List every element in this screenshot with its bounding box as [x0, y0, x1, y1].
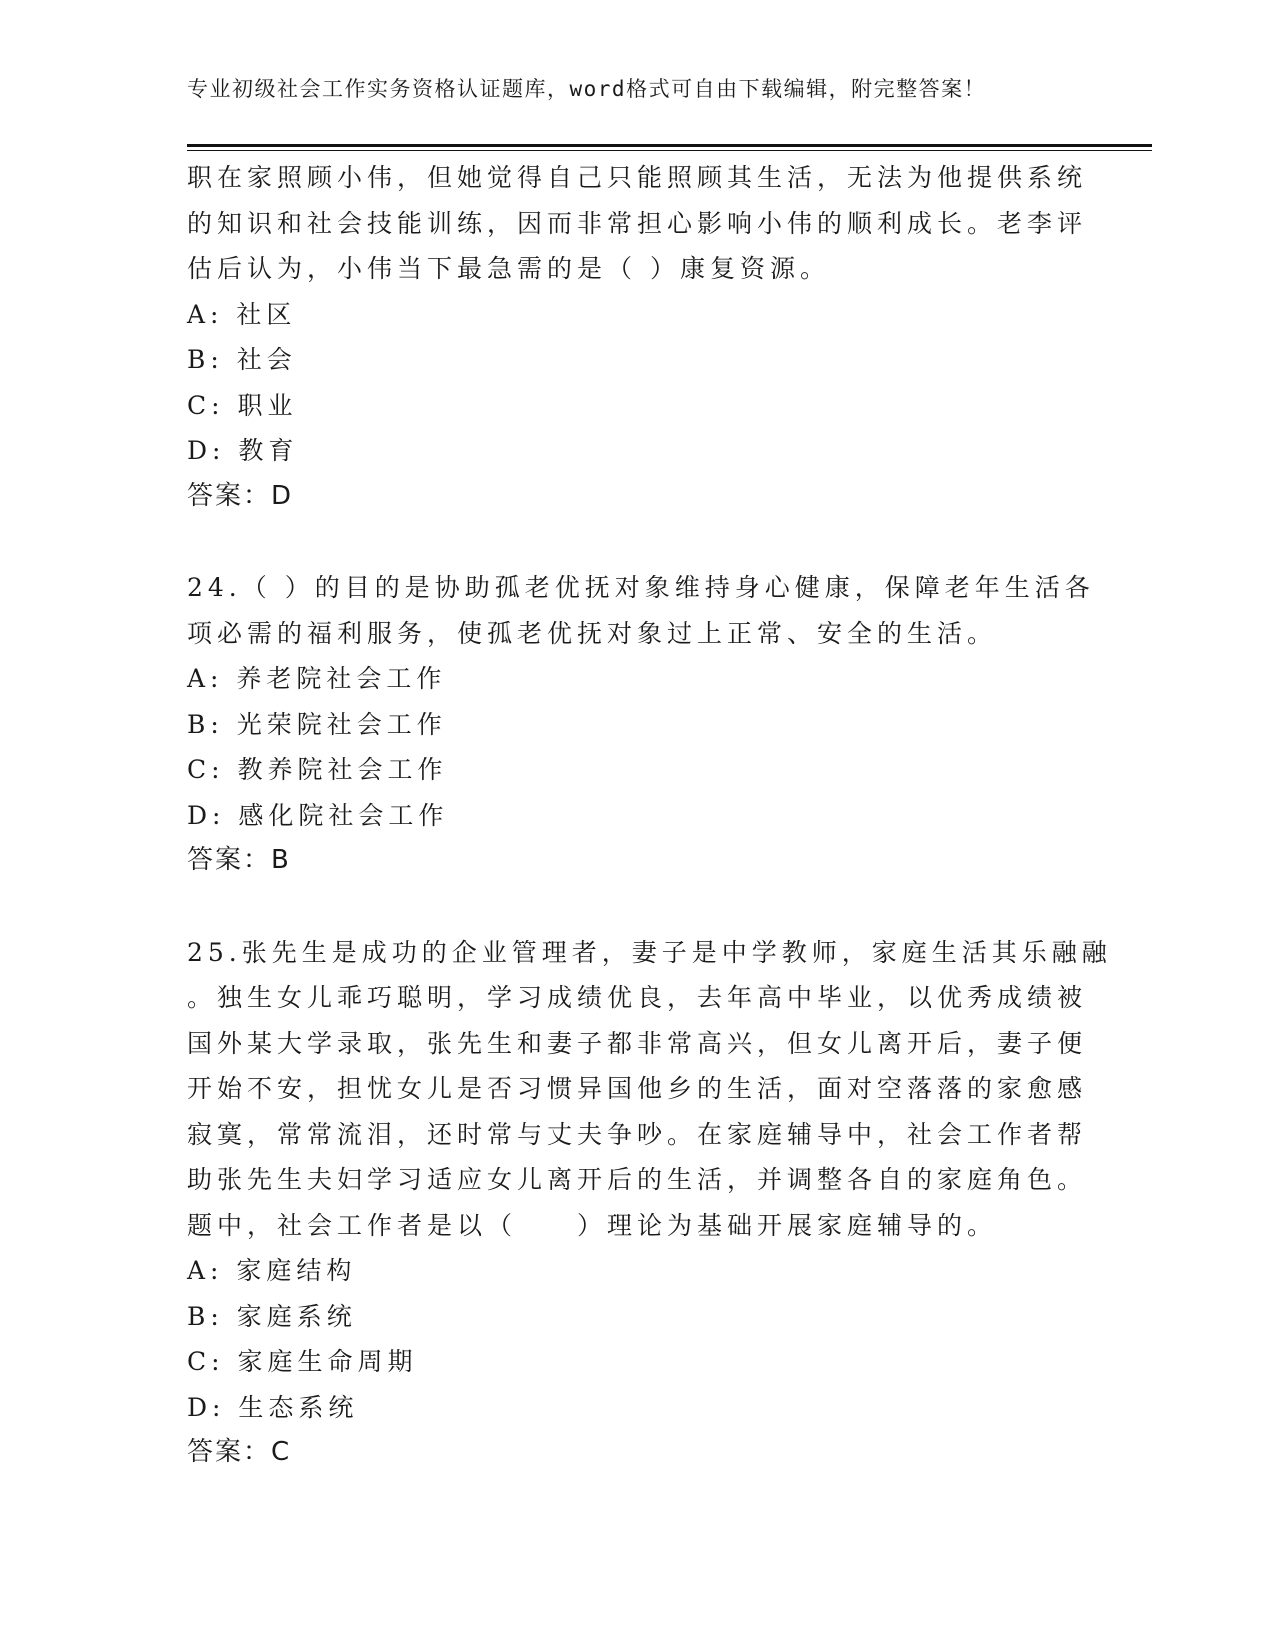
- option-a: A: 社区: [187, 299, 297, 329]
- question-text-line: 25.张先生是成功的企业管理者，妻子是中学教师，家庭生活其乐融融: [187, 937, 1112, 967]
- question-text-line: 职在家照顾小伟，但她觉得自己只能照顾其生活，无法为他提供系统: [187, 163, 1088, 192]
- page-header: 专业初级社会工作实务资格认证题库，word格式可自由下载编辑，附完整答案！: [187, 77, 987, 101]
- question-text-line: 寂寞，常常流泪，还时常与丈夫争吵。在家庭辅导中，社会工作者帮: [187, 1119, 1088, 1149]
- question-text-line: 国外某大学录取，张先生和妻子都非常高兴，但女儿离开后，妻子便: [187, 1028, 1088, 1058]
- question-text-line: 的知识和社会技能训练，因而非常担心影响小伟的顺利成长。老李评: [187, 208, 1088, 238]
- option-d: D: 教育: [187, 436, 299, 465]
- option-a: A: 家庭结构: [187, 1256, 357, 1285]
- option-c: C: 家庭生命周期: [187, 1347, 418, 1376]
- question-block-23: [187, 155, 1087, 519]
- question-text-line: 。独生女儿乖巧聪明，学习成绩优良，去年高中毕业，以优秀成绩被: [187, 983, 1088, 1012]
- header-rule-thick: [187, 144, 1152, 147]
- option-b: B: 社会: [187, 345, 297, 374]
- option-a: A: 养老院社会工作: [187, 664, 447, 693]
- question-text-line: 开始不安，担忧女儿是否习惯异国他乡的生活，面对空落落的家愈感: [187, 1074, 1088, 1103]
- option-d: D: 感化院社会工作: [187, 800, 449, 830]
- question-block-25: [187, 930, 1112, 1476]
- question-gap: [187, 519, 1087, 565]
- question-text-line: 助张先生夫妇学习适应女儿离开后的生活，并调整各自的家庭角色。: [187, 1165, 1088, 1194]
- header-rule-thin: [187, 150, 1152, 151]
- question-text-line: 题中，社会工作者是以（ ）理论为基础开展家庭辅导的。: [187, 1210, 998, 1240]
- question-text-line: 24.（ ）的目的是协助孤老优抚对象维持身心健康，保障老年生活各: [187, 573, 1095, 602]
- question-text-line: 项必需的福利服务，使孤老优抚对象过上正常、安全的生活。: [187, 618, 998, 648]
- answer-line: 答案：C: [187, 1437, 292, 1467]
- question-content: [187, 155, 1112, 1476]
- option-b: B: 家庭系统: [187, 1301, 357, 1331]
- answer-line: 答案：B: [187, 845, 291, 875]
- option-d: D: 生态系统: [187, 1392, 359, 1422]
- question-text-line: 估后认为，小伟当下最急需的是（ ）康复资源。: [187, 254, 830, 283]
- question-block-24: [187, 565, 1095, 884]
- option-c: C: 教养院社会工作: [187, 755, 448, 784]
- option-c: C: 职业: [187, 390, 298, 420]
- option-b: B: 光荣院社会工作: [187, 709, 447, 739]
- answer-line: 答案：D: [187, 480, 294, 511]
- question-gap: [187, 884, 1087, 930]
